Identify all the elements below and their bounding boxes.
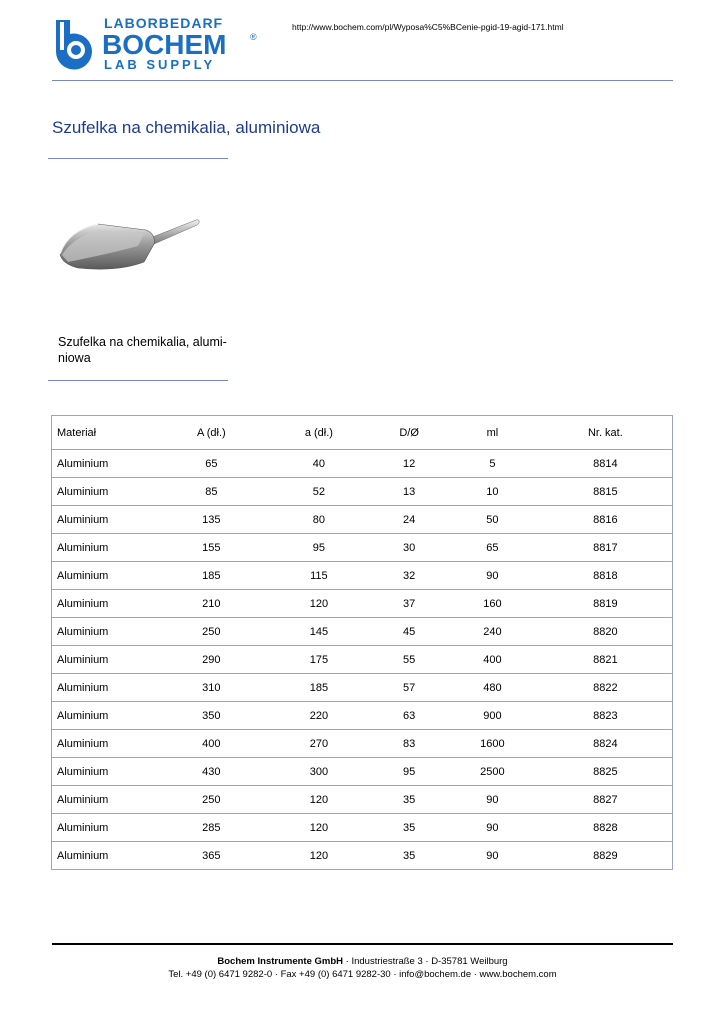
table-row: [52, 534, 673, 562]
table-row: [52, 646, 673, 674]
cell-diameter: 30: [372, 534, 446, 562]
product-caption: [58, 334, 230, 366]
b-logo-icon: [56, 20, 92, 70]
cell-length-a: 400: [157, 730, 266, 758]
cell-cat-no: 8823: [539, 702, 673, 730]
cell-length-a-small: 120: [266, 786, 372, 814]
cell-ml: 90: [446, 562, 539, 590]
cell-length-a: 135: [157, 506, 266, 534]
table-row: [52, 562, 673, 590]
cell-material: Aluminium: [52, 730, 158, 758]
cell-ml: 90: [446, 842, 539, 870]
cell-length-a-small: 115: [266, 562, 372, 590]
table-row: [52, 786, 673, 814]
cell-diameter: 45: [372, 618, 446, 646]
cell-cat-no: 8828: [539, 814, 673, 842]
header-divider: [52, 80, 673, 81]
column-header-length-a-small: a (dł.): [266, 416, 372, 450]
cell-diameter: 24: [372, 506, 446, 534]
cell-cat-no: 8827: [539, 786, 673, 814]
cell-length-a-small: 120: [266, 590, 372, 618]
footer-divider: [52, 943, 673, 945]
cell-length-a-small: 52: [266, 478, 372, 506]
cell-diameter: 35: [372, 786, 446, 814]
cell-length-a: 210: [157, 590, 266, 618]
cell-ml: 400: [446, 646, 539, 674]
cell-ml: 90: [446, 814, 539, 842]
page-title: Szufelka na chemikalia, aluminiowa: [52, 118, 321, 137]
cell-cat-no: 8818: [539, 562, 673, 590]
table-row: [52, 450, 673, 478]
cell-diameter: 35: [372, 814, 446, 842]
logo-line3: LAB SUPPLY: [104, 57, 216, 72]
cell-diameter: 32: [372, 562, 446, 590]
footer-address: · Industriestraße 3 · D-35781 Weilburg: [343, 956, 508, 967]
cell-length-a: 155: [157, 534, 266, 562]
table-row: [52, 842, 673, 870]
cell-ml: 90: [446, 786, 539, 814]
logo-registered: ®: [250, 32, 257, 42]
cell-length-a-small: 145: [266, 618, 372, 646]
cell-material: Aluminium: [52, 450, 158, 478]
cell-length-a-small: 95: [266, 534, 372, 562]
cell-length-a-small: 120: [266, 814, 372, 842]
bochem-logo: [52, 14, 272, 72]
cell-cat-no: 8816: [539, 506, 673, 534]
footer-contact: Tel. +49 (0) 6471 9282-0 · Fax +49 (0) 6471 9282-30 · info@bochem.de · www.bochem.com: [168, 969, 557, 980]
cell-diameter: 83: [372, 730, 446, 758]
footer-company: Bochem Instrumente GmbH: [217, 956, 344, 967]
cell-ml: 240: [446, 618, 539, 646]
table-header-row: [52, 416, 673, 450]
aluminium-scoop-icon: [58, 212, 200, 274]
cell-diameter: 13: [372, 478, 446, 506]
cell-diameter: 37: [372, 590, 446, 618]
caption-line1: Szufelka na chemikalia, alumi-: [58, 335, 227, 349]
logo-line2: BOCHEM: [102, 29, 227, 60]
table-row: [52, 702, 673, 730]
cell-material: Aluminium: [52, 758, 158, 786]
cell-ml: 10: [446, 478, 539, 506]
table-row: [52, 674, 673, 702]
cell-material: Aluminium: [52, 562, 158, 590]
cell-diameter: 95: [372, 758, 446, 786]
cell-length-a: 310: [157, 674, 266, 702]
table-row: [52, 758, 673, 786]
caption-line2: niowa: [58, 351, 91, 365]
cell-length-a: 250: [157, 786, 266, 814]
cell-material: Aluminium: [52, 478, 158, 506]
cell-ml: 5: [446, 450, 539, 478]
table-row: [52, 506, 673, 534]
title-divider: [48, 158, 228, 159]
cell-ml: 65: [446, 534, 539, 562]
cell-diameter: 12: [372, 450, 446, 478]
cell-length-a: 430: [157, 758, 266, 786]
table-row: [52, 730, 673, 758]
table-row: [52, 618, 673, 646]
logo-line1: LABORBEDARF: [104, 15, 224, 31]
cell-material: Aluminium: [52, 702, 158, 730]
cell-diameter: 57: [372, 674, 446, 702]
cell-cat-no: 8822: [539, 674, 673, 702]
cell-material: Aluminium: [52, 814, 158, 842]
cell-cat-no: 8825: [539, 758, 673, 786]
cell-length-a: 185: [157, 562, 266, 590]
cell-length-a-small: 270: [266, 730, 372, 758]
cell-material: Aluminium: [52, 590, 158, 618]
cell-ml: 900: [446, 702, 539, 730]
caption-divider: [48, 380, 228, 381]
cell-diameter: 63: [372, 702, 446, 730]
column-header-length-a: A (dł.): [157, 416, 266, 450]
cell-ml: 1600: [446, 730, 539, 758]
cell-material: Aluminium: [52, 618, 158, 646]
cell-material: Aluminium: [52, 534, 158, 562]
cell-ml: 2500: [446, 758, 539, 786]
cell-cat-no: 8821: [539, 646, 673, 674]
cell-cat-no: 8819: [539, 590, 673, 618]
page-url: http://www.bochem.com/pl/Wyposa%C5%BCenie-pgid-19-agid-171.html: [292, 22, 564, 32]
table-row: [52, 590, 673, 618]
cell-length-a: 65: [157, 450, 266, 478]
cell-material: Aluminium: [52, 646, 158, 674]
cell-cat-no: 8820: [539, 618, 673, 646]
cell-diameter: 55: [372, 646, 446, 674]
cell-length-a-small: 220: [266, 702, 372, 730]
cell-cat-no: 8815: [539, 478, 673, 506]
cell-cat-no: 8817: [539, 534, 673, 562]
cell-length-a-small: 120: [266, 842, 372, 870]
cell-ml: 480: [446, 674, 539, 702]
cell-length-a-small: 40: [266, 450, 372, 478]
table-row: [52, 814, 673, 842]
cell-cat-no: 8814: [539, 450, 673, 478]
cell-length-a-small: 80: [266, 506, 372, 534]
cell-length-a: 250: [157, 618, 266, 646]
cell-ml: 50: [446, 506, 539, 534]
table-body: [52, 450, 673, 870]
cell-ml: 160: [446, 590, 539, 618]
cell-length-a: 365: [157, 842, 266, 870]
spec-table: [51, 415, 673, 870]
cell-length-a: 350: [157, 702, 266, 730]
cell-material: Aluminium: [52, 506, 158, 534]
cell-cat-no: 8824: [539, 730, 673, 758]
cell-diameter: 35: [372, 842, 446, 870]
cell-material: Aluminium: [52, 674, 158, 702]
footer: [52, 955, 673, 981]
cell-length-a-small: 185: [266, 674, 372, 702]
column-header-diameter: D/Ø: [372, 416, 446, 450]
cell-length-a-small: 175: [266, 646, 372, 674]
cell-material: Aluminium: [52, 842, 158, 870]
cell-material: Aluminium: [52, 786, 158, 814]
cell-length-a: 290: [157, 646, 266, 674]
cell-length-a: 285: [157, 814, 266, 842]
table-row: [52, 478, 673, 506]
column-header-material: Materiał: [52, 416, 158, 450]
cell-length-a-small: 300: [266, 758, 372, 786]
cell-cat-no: 8829: [539, 842, 673, 870]
column-header-ml: ml: [446, 416, 539, 450]
column-header-cat-no: Nr. kat.: [539, 416, 673, 450]
cell-length-a: 85: [157, 478, 266, 506]
